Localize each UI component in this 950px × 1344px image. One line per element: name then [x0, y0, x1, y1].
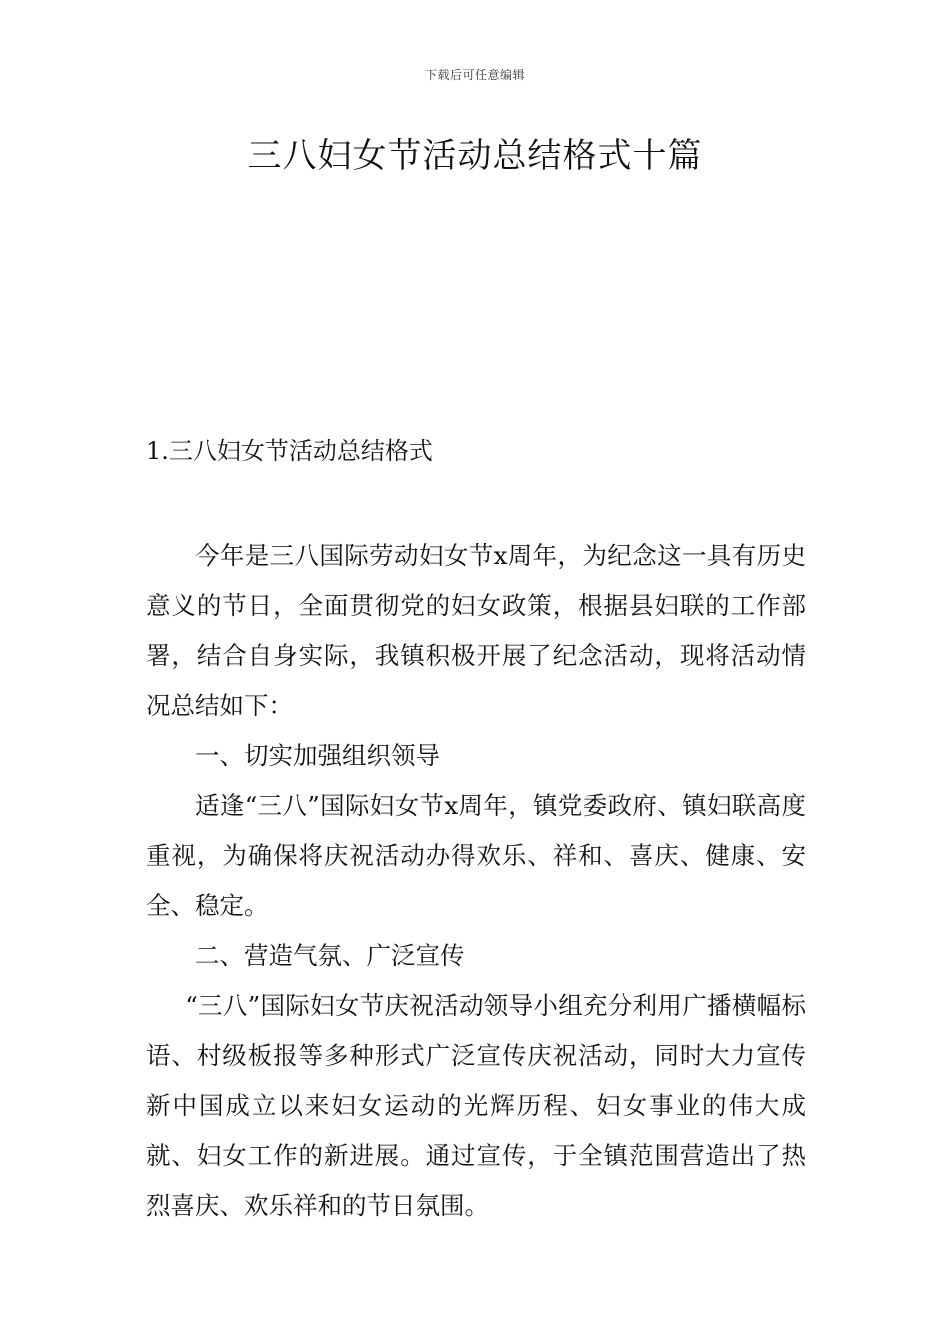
- paragraph-organization: 适逢“三八”国际妇女节x周年，镇党委政府、镇妇联高度重视，为确保将庆祝活动办得欢乐、祥和、喜庆、健康、安全、稳定。: [146, 791, 806, 920]
- header-note: 下载后可任意编辑: [424, 68, 525, 82]
- subheading-publicity: 二、营造气氛、广泛宣传: [195, 941, 465, 970]
- document-title: 三八妇女节活动总结格式十篇: [247, 136, 703, 176]
- paragraph-publicity: “三八”国际妇女节庆祝活动领导小组充分利用广播横幅标语、村级板报等多种形式广泛宣传庆祝活动，同时大力宣传新中国成立以来妇女运动的光辉历程、妇女事业的伟大成就、妇女工作的新进展。通过宣传，于全镇范围营造出了热烈喜庆、欢乐祥和的节日氛围。: [146, 991, 806, 1220]
- subheading-organization: 一、切实加强组织领导: [195, 741, 440, 770]
- body-text: [146, 531, 806, 1231]
- paragraph-intro: 今年是三八国际劳动妇女节x周年，为纪念这一具有历史意义的节日，全面贯彻党的妇女政策，根据县妇联的工作部署，结合自身实际，我镇积极开展了纪念活动，现将活动情况总结如下：: [146, 541, 806, 720]
- section-heading: 1.三八妇女节活动总结格式: [146, 437, 433, 465]
